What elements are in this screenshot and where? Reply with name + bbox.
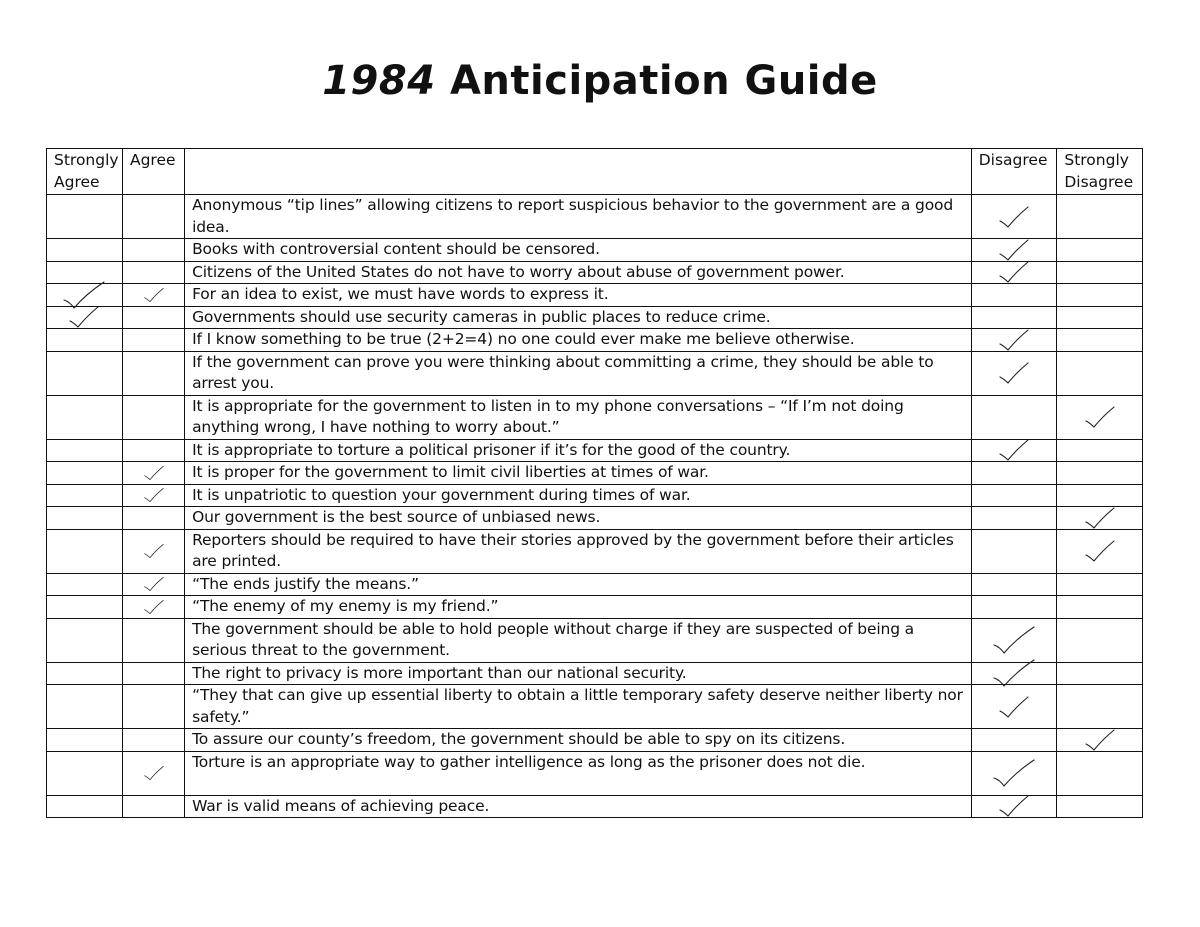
check-mark-icon bbox=[992, 625, 1036, 655]
disagree-cell bbox=[971, 351, 1057, 395]
agree-cell bbox=[122, 795, 184, 818]
strongly-agree-cell bbox=[47, 685, 123, 729]
disagree-cell bbox=[971, 239, 1057, 262]
disagree-cell bbox=[971, 395, 1057, 439]
statement-cell: Anonymous “tip lines” allowing citizens to report suspicious behavior to the government are a good idea. bbox=[185, 195, 972, 239]
agree-cell bbox=[122, 395, 184, 439]
check-mark-icon bbox=[143, 287, 165, 303]
strongly-disagree-cell bbox=[1057, 729, 1143, 752]
agree-cell bbox=[122, 729, 184, 752]
disagree-cell bbox=[971, 284, 1057, 307]
check-mark-icon bbox=[998, 328, 1030, 352]
statement-cell: If I know something to be true (2+2=4) no one could ever make me believe otherwise. bbox=[185, 329, 972, 352]
strongly-disagree-cell bbox=[1057, 507, 1143, 530]
check-mark-icon bbox=[998, 361, 1030, 385]
strongly-disagree-cell bbox=[1057, 685, 1143, 729]
strongly-agree-cell bbox=[47, 284, 123, 307]
agree-cell bbox=[122, 329, 184, 352]
strongly-disagree-cell bbox=[1057, 329, 1143, 352]
table-row bbox=[47, 529, 1143, 573]
check-mark-icon bbox=[68, 305, 100, 329]
statement-cell: It is unpatriotic to question your government during times of war. bbox=[185, 484, 972, 507]
table-row bbox=[47, 439, 1143, 462]
agree-cell bbox=[122, 618, 184, 662]
disagree-cell bbox=[971, 795, 1057, 818]
strongly-disagree-cell bbox=[1057, 596, 1143, 619]
statement-cell: War is valid means of achieving peace. bbox=[185, 795, 972, 818]
statement-cell: If the government can prove you were thinking about committing a crime, they should be able to arrest you. bbox=[185, 351, 972, 395]
check-mark-icon bbox=[143, 487, 165, 503]
strongly-agree-cell bbox=[47, 618, 123, 662]
disagree-cell bbox=[971, 685, 1057, 729]
check-mark-icon bbox=[1084, 405, 1116, 429]
check-mark-icon bbox=[143, 543, 165, 559]
strongly-agree-cell bbox=[47, 306, 123, 329]
table-row bbox=[47, 351, 1143, 395]
strongly-agree-cell bbox=[47, 195, 123, 239]
statement-cell: It is proper for the government to limit civil liberties at times of war. bbox=[185, 462, 972, 485]
table-row bbox=[47, 618, 1143, 662]
statement-cell: To assure our county’s freedom, the government should be able to spy on its citizens. bbox=[185, 729, 972, 752]
agree-cell bbox=[122, 261, 184, 284]
statement-cell: “They that can give up essential liberty to obtain a little temporary safety deserve neither liberty nor safety.” bbox=[185, 685, 972, 729]
check-mark-icon bbox=[143, 599, 165, 615]
title-text: Anticipation Guide bbox=[449, 58, 878, 104]
statement-cell: Governments should use security cameras in public places to reduce crime. bbox=[185, 306, 972, 329]
statement-cell: “The enemy of my enemy is my friend.” bbox=[185, 596, 972, 619]
agree-cell bbox=[122, 529, 184, 573]
table-row bbox=[47, 596, 1143, 619]
strongly-disagree-cell bbox=[1057, 618, 1143, 662]
table-row bbox=[47, 195, 1143, 239]
disagree-cell bbox=[971, 596, 1057, 619]
header-statement bbox=[185, 149, 972, 195]
table-row bbox=[47, 462, 1143, 485]
statement-cell: Citizens of the United States do not have to worry about abuse of government power. bbox=[185, 261, 972, 284]
disagree-cell bbox=[971, 507, 1057, 530]
strongly-disagree-cell bbox=[1057, 395, 1143, 439]
agree-cell bbox=[122, 662, 184, 685]
strongly-disagree-cell bbox=[1057, 306, 1143, 329]
agree-cell bbox=[122, 439, 184, 462]
agree-cell bbox=[122, 507, 184, 530]
strongly-disagree-cell bbox=[1057, 573, 1143, 596]
strongly-agree-cell bbox=[47, 239, 123, 262]
title-number: 1984 bbox=[322, 58, 436, 104]
strongly-disagree-cell bbox=[1057, 529, 1143, 573]
disagree-cell bbox=[971, 662, 1057, 685]
header-strongly-disagree: Strongly Disagree bbox=[1057, 149, 1143, 195]
check-mark-icon bbox=[143, 465, 165, 481]
statement-cell: For an idea to exist, we must have words to express it. bbox=[185, 284, 972, 307]
header-strongly-agree: Strongly Agree bbox=[47, 149, 123, 195]
strongly-disagree-cell bbox=[1057, 239, 1143, 262]
agree-cell bbox=[122, 239, 184, 262]
check-mark-icon bbox=[143, 576, 165, 592]
disagree-cell bbox=[971, 439, 1057, 462]
strongly-disagree-cell bbox=[1057, 662, 1143, 685]
agree-cell bbox=[122, 306, 184, 329]
table-row bbox=[47, 685, 1143, 729]
strongly-agree-cell bbox=[47, 573, 123, 596]
table-row bbox=[47, 751, 1143, 795]
strongly-disagree-cell bbox=[1057, 195, 1143, 239]
agree-cell bbox=[122, 685, 184, 729]
anticipation-guide-table bbox=[46, 148, 1143, 818]
disagree-cell bbox=[971, 484, 1057, 507]
disagree-cell bbox=[971, 529, 1057, 573]
disagree-cell bbox=[971, 573, 1057, 596]
table-row bbox=[47, 306, 1143, 329]
check-mark-icon bbox=[143, 765, 165, 781]
strongly-agree-cell bbox=[47, 596, 123, 619]
strongly-disagree-cell bbox=[1057, 439, 1143, 462]
agree-cell bbox=[122, 573, 184, 596]
statement-cell: The government should be able to hold people without charge if they are suspected of being a serious threat to the government. bbox=[185, 618, 972, 662]
strongly-disagree-cell bbox=[1057, 462, 1143, 485]
check-mark-icon bbox=[992, 758, 1036, 788]
strongly-disagree-cell bbox=[1057, 284, 1143, 307]
check-mark-icon bbox=[1084, 728, 1116, 752]
disagree-cell bbox=[971, 195, 1057, 239]
strongly-agree-cell bbox=[47, 507, 123, 530]
strongly-disagree-cell bbox=[1057, 351, 1143, 395]
check-mark-icon bbox=[998, 238, 1030, 262]
table-row bbox=[47, 395, 1143, 439]
agree-cell bbox=[122, 596, 184, 619]
page-title bbox=[0, 58, 1200, 104]
disagree-cell bbox=[971, 729, 1057, 752]
disagree-cell bbox=[971, 751, 1057, 795]
strongly-disagree-cell bbox=[1057, 751, 1143, 795]
check-mark-icon bbox=[998, 260, 1030, 284]
agree-cell bbox=[122, 351, 184, 395]
strongly-agree-cell bbox=[47, 529, 123, 573]
disagree-cell bbox=[971, 329, 1057, 352]
agree-cell bbox=[122, 484, 184, 507]
strongly-agree-cell bbox=[47, 795, 123, 818]
table-row bbox=[47, 573, 1143, 596]
table-row bbox=[47, 507, 1143, 530]
table-row bbox=[47, 662, 1143, 685]
disagree-cell bbox=[971, 618, 1057, 662]
table-row bbox=[47, 795, 1143, 818]
strongly-agree-cell bbox=[47, 729, 123, 752]
agree-cell bbox=[122, 284, 184, 307]
statement-cell: It is appropriate to torture a political prisoner if it’s for the good of the country. bbox=[185, 439, 972, 462]
table-row bbox=[47, 329, 1143, 352]
statement-cell: “The ends justify the means.” bbox=[185, 573, 972, 596]
agree-cell bbox=[122, 751, 184, 795]
strongly-disagree-cell bbox=[1057, 484, 1143, 507]
statement-cell: The right to privacy is more important than our national security. bbox=[185, 662, 972, 685]
strongly-agree-cell bbox=[47, 261, 123, 284]
header-row bbox=[47, 149, 1143, 195]
table-row bbox=[47, 729, 1143, 752]
disagree-cell bbox=[971, 261, 1057, 284]
strongly-agree-cell bbox=[47, 439, 123, 462]
statement-cell: Our government is the best source of unbiased news. bbox=[185, 507, 972, 530]
agree-cell bbox=[122, 462, 184, 485]
strongly-agree-cell bbox=[47, 462, 123, 485]
table-row bbox=[47, 261, 1143, 284]
strongly-agree-cell bbox=[47, 751, 123, 795]
check-mark-icon bbox=[998, 205, 1030, 229]
statement-cell: It is appropriate for the government to listen in to my phone conversations – “If I’m not doing anything wrong, I have nothing to worry about.” bbox=[185, 395, 972, 439]
strongly-disagree-cell bbox=[1057, 261, 1143, 284]
statement-cell: Reporters should be required to have their stories approved by the government before their articles are printed. bbox=[185, 529, 972, 573]
table-row bbox=[47, 239, 1143, 262]
strongly-agree-cell bbox=[47, 395, 123, 439]
agree-cell bbox=[122, 195, 184, 239]
table-row bbox=[47, 484, 1143, 507]
check-mark-icon bbox=[1084, 506, 1116, 530]
header-disagree: Disagree bbox=[971, 149, 1057, 195]
statement-cell: Torture is an appropriate way to gather intelligence as long as the prisoner does not die. bbox=[185, 751, 972, 795]
header-agree: Agree bbox=[122, 149, 184, 195]
strongly-agree-cell bbox=[47, 351, 123, 395]
check-mark-icon bbox=[998, 438, 1030, 462]
table-row bbox=[47, 284, 1143, 307]
strongly-agree-cell bbox=[47, 662, 123, 685]
strongly-agree-cell bbox=[47, 329, 123, 352]
check-mark-icon bbox=[998, 695, 1030, 719]
strongly-agree-cell bbox=[47, 484, 123, 507]
disagree-cell bbox=[971, 306, 1057, 329]
disagree-cell bbox=[971, 462, 1057, 485]
strongly-disagree-cell bbox=[1057, 795, 1143, 818]
check-mark-icon bbox=[1084, 539, 1116, 563]
statement-cell: Books with controversial content should be censored. bbox=[185, 239, 972, 262]
check-mark-icon bbox=[998, 794, 1030, 818]
